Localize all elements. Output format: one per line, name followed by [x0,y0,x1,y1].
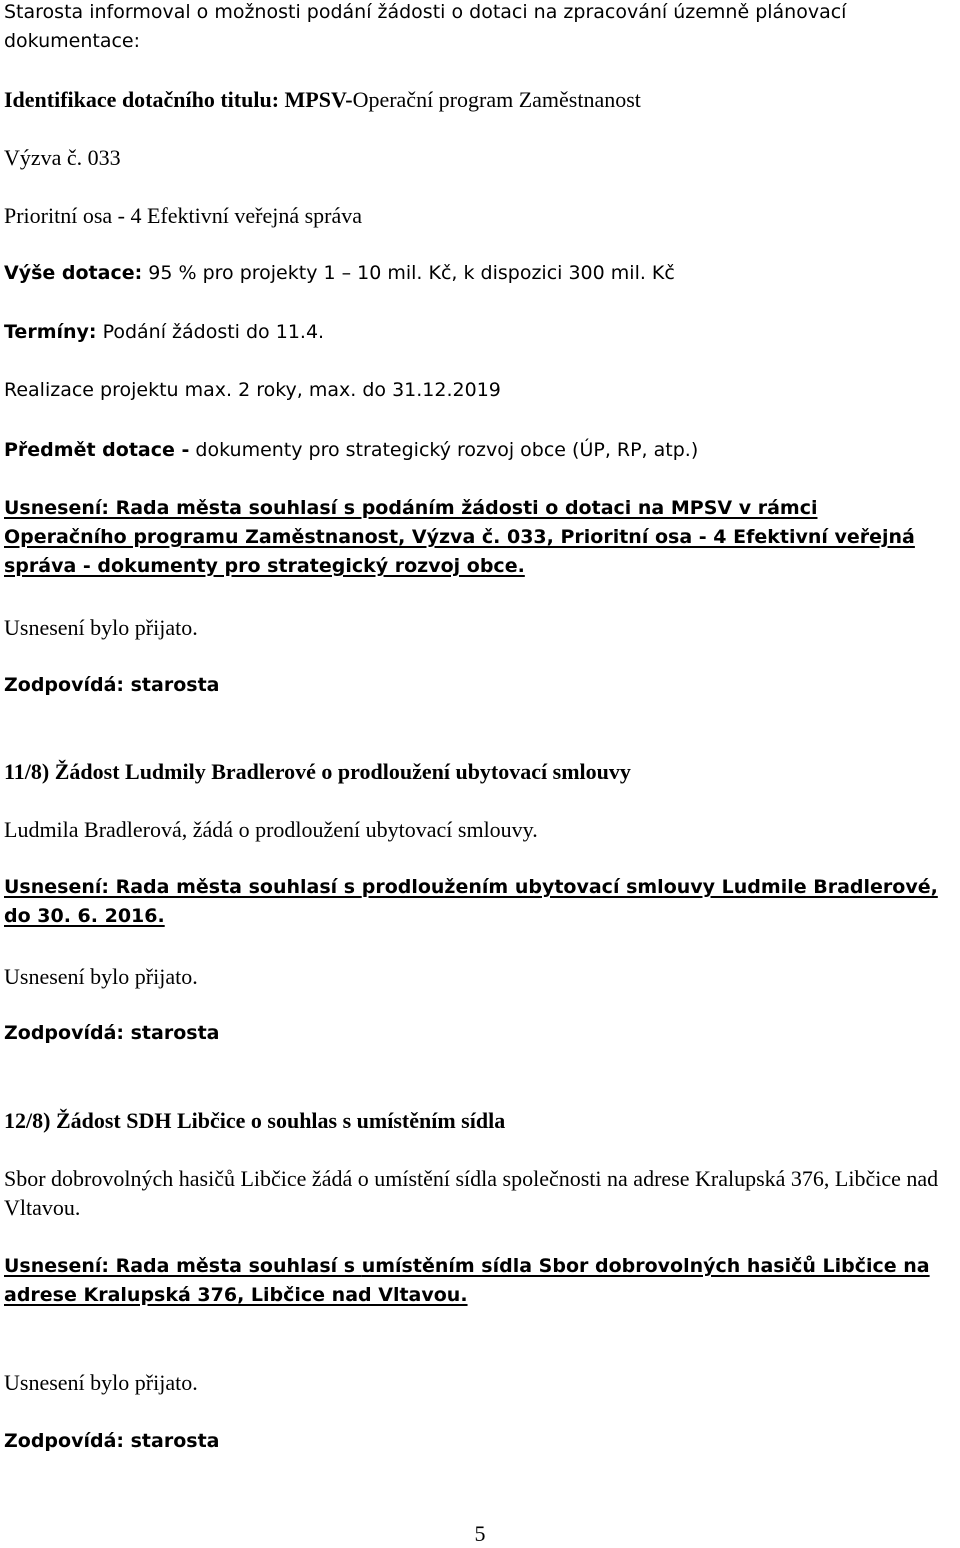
accepted-3 [4,1368,952,1397]
grant-axis [4,201,952,230]
grant-id-value-bold: MPSV- [284,87,353,112]
grant-terms [4,318,952,347]
accepted-2-text: Usnesení bylo přijato. [4,964,198,989]
item-heading-11-8 [4,757,952,786]
grant-amount-value: 95 % pro projekty 1 – 10 mil. Kč, k dispozici 300 mil. Kč [148,262,675,284]
accepted-1 [4,613,952,642]
resolution-1-prefix: Usnesení: Rada města souhlasí s podáním žádosti o dotaci na MPSV v rámci Operačního programu Zaměstnanost, Výzva č. [4,497,818,548]
item-body-12-8-text: Sbor dobrovolných hasičů Libčice žádá o umístění sídla společnosti na adrese Kralupská 376, Libčice nad Vltavou. [4,1166,939,1220]
intro-text: Starosta informoval o možnosti podání žádosti o dotaci na zpracování územně plánovací dokumentace: [4,1,847,52]
item-body-12-8 [4,1164,952,1222]
responsible-2 [4,1019,952,1048]
grant-axis-text: Prioritní osa - 4 Efektivní veřejná správa [4,203,363,228]
responsible-1-text: Zodpovídá: starosta [4,674,220,696]
grant-terms-label: Termíny: [4,321,97,343]
grant-identification [4,85,952,114]
grant-realization-text: Realizace projektu max. 2 roky, max. do 31.12.2019 [4,379,501,401]
responsible-2-text: Zodpovídá: starosta [4,1022,220,1044]
item-heading-12-8-text: 12/8) Žádost SDH Libčice o souhlas s umístěním sídla [4,1108,506,1133]
responsible-3 [4,1427,952,1456]
accepted-3-text: Usnesení bylo přijato. [4,1370,198,1395]
grant-subject [4,436,952,465]
responsible-1 [4,671,952,700]
grant-amount-label: Výše dotace: [4,262,143,284]
grant-amount [4,259,952,288]
grant-subject-value: dokumenty pro strategický rozvoj obce (ÚP, RP, atp.) [195,439,699,461]
responsible-3-text: Zodpovídá: starosta [4,1430,220,1452]
resolution-3-tail: umístěním sídla Sbor dobrovolných hasičů Libčice na adrese Kralupská 376, Libčice nad Vltavou. [4,1255,930,1306]
page-number: 5 [474,1521,486,1546]
resolution-2 [4,873,952,931]
resolution-2-prefix: Usnesení: Rada města souhlasí s [4,876,362,898]
grant-id-label: Identifikace dotačního titulu: [4,87,280,112]
intro-paragraph [4,0,952,56]
grant-id-value: Operační program Zaměstnanost [352,87,641,112]
item-body-11-8 [4,815,952,844]
grant-subject-label: Předmět dotace - [4,439,190,461]
resolution-3-prefix: Usnesení: Rada města souhlasí s [4,1255,362,1277]
grant-call [4,143,952,172]
item-heading-12-8 [4,1106,952,1135]
item-body-11-8-text: Ludmila Bradlerová, žádá o prodloužení ubytovací smlouvy. [4,817,538,842]
accepted-2 [4,962,952,991]
resolution-1-tail: 033, Prioritní osa - 4 Efektivní veřejná správa - dokumenty pro strategický rozvoj obce. [4,526,915,577]
resolution-2-tail: prodloužením ubytovací smlouvy Ludmile Bradlerové, do 30. 6. 2016. [4,876,938,927]
grant-realization [4,376,952,405]
grant-terms-value: Podání žádosti do 11.4. [102,321,325,343]
resolution-1 [4,494,940,581]
accepted-1-text: Usnesení bylo přijato. [4,615,198,640]
item-heading-11-8-text: 11/8) Žádost Ludmily Bradlerové o prodloužení ubytovací smlouvy [4,759,631,784]
grant-call-text: Výzva č. 033 [4,145,121,170]
resolution-3 [4,1252,936,1310]
